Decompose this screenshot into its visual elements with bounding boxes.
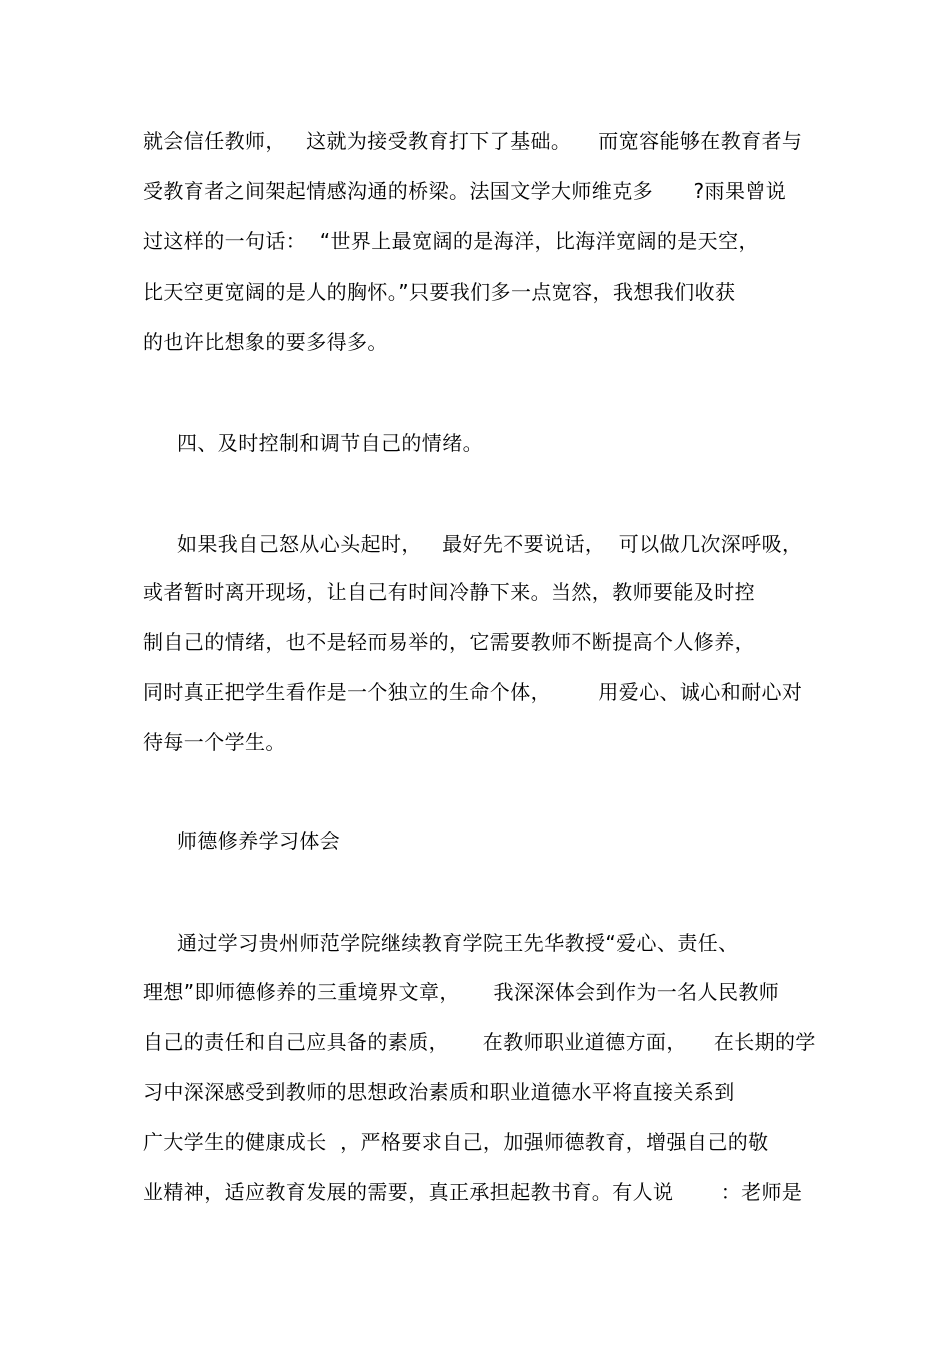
text-line: 通过学习贵州师范学院继续教育学院王先华教授“爱心、责任、: [177, 931, 739, 955]
text-line: 的也许比想象的要多得多。: [143, 330, 388, 354]
text-line: 业精神，适应教育发展的需要，真正承担起教书育。有人说 ：老师是: [143, 1180, 803, 1204]
text-line: 理想”即师德修养的三重境界文章， 我深深体会到作为一名人民教师: [143, 980, 780, 1004]
section-heading: 四、及时控制和调节自己的情绪。: [177, 431, 483, 455]
text-line: 广大学生的健康成长 ，严格要求自己，加强师德教育，增强自己的敬: [143, 1130, 769, 1154]
text-line: 制自己的情绪，也不是轻而易举的，它需要教师不断提高个人修养，: [143, 630, 755, 654]
text-line: 比天空更宽阔的是人的胸怀。”只要我们多一点宽容，我想我们收获: [143, 280, 736, 304]
text-line: 过这样的一句话： “世界上最宽阔的是海洋，比海洋宽阔的是天空，: [143, 229, 759, 253]
text-line: 受教育者之间架起情感沟通的桥梁。法国文学大师维克多 ?雨果曾说: [143, 179, 787, 203]
text-line: 待每一个学生。: [143, 730, 286, 754]
text-line: 或者暂时离开现场，让自己有时间冷静下来。当然，教师要能及时控: [143, 580, 755, 604]
text-line: 自己的责任和自己应具备的素质， 在教师职业道德方面， 在长期的学: [143, 1030, 816, 1054]
text-line: 同时真正把学生看作是一个独立的生命个体， 用爱心、诚心和耐心对: [143, 680, 803, 704]
text-line: 习中深深感受到教师的思想政治素质和职业道德水平将直接关系到: [143, 1080, 735, 1104]
section-title: 师德修养学习体会: [177, 829, 341, 853]
text-line: 就会信任教师， 这就为接受教育打下了基础。 而宽容能够在教育者与: [143, 129, 803, 153]
text-line: 如果我自己怒从心头起时， 最好先不要说话， 可以做几次深呼吸，: [177, 532, 803, 556]
